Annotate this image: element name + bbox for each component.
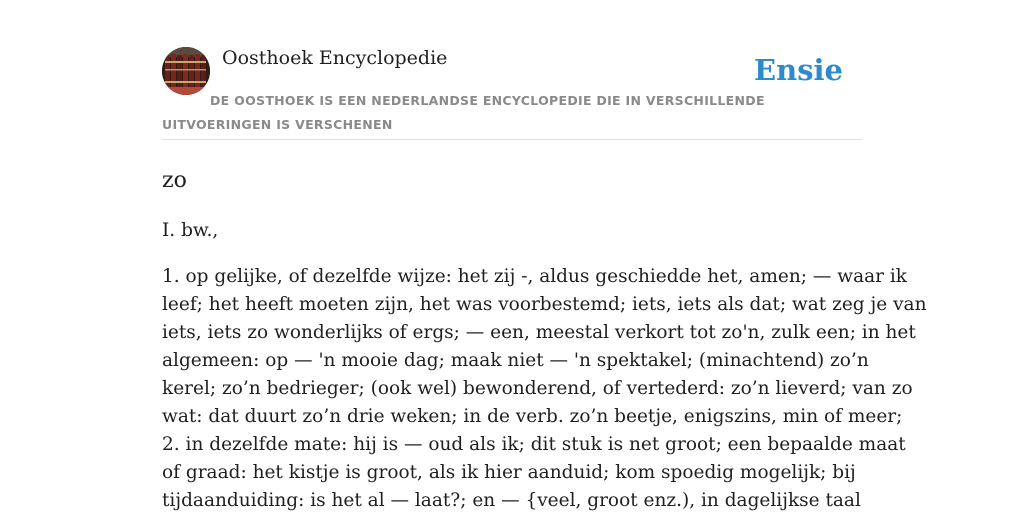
ensie-brand-logo[interactable]: Ensie (754, 53, 843, 87)
entry-line: kerel; zo’n bedrieger; (ook wel) bewonderend, of vertederd: zo’n lieverd; van zo (162, 378, 913, 399)
site-title-link[interactable]: Oosthoek Encyclopedie (222, 47, 448, 69)
entry-line: iets, iets zo wonderlijks of ergs; — een, meestal verkort tot zo'n, zulk een; in het (162, 322, 916, 343)
entry-subtitle: I. bw., (162, 220, 219, 241)
site-header (162, 46, 862, 140)
entry-line: of graad: het kistje is groot, als ik hier aanduid; kom spoedig mogelijk; bij (162, 462, 856, 483)
entry-line: algemeen: op — 'n mooie dag; maak niet — 'n spektakel; (minachtend) zo’n (162, 350, 869, 371)
encyclopedia-books-icon (162, 47, 210, 95)
content-container (162, 46, 927, 511)
entry-line: leef; het heeft moeten zijn, het was voorbestemd; iets, iets als dat; wat zeg je van (162, 294, 927, 315)
site-avatar[interactable] (162, 47, 210, 95)
entry-line: 2. in dezelfde mate: hij is — oud als ik; dit stuk is net groot; een bepaalde maat (162, 434, 906, 455)
entry-line: tijdaanduiding: is het al — laat?; en — {veel, groot enz.), in dagelijkse taal (162, 490, 861, 511)
entry-line: 1. op gelijke, of dezelfde wijze: het zij -, aldus geschiedde het, amen; — waar ik (162, 266, 907, 287)
entry-title: zo (162, 168, 187, 193)
entry-line: wat: dat duurt zo’n drie weken; in de verb. zo’n beetje, enigszins, min of meer; (162, 406, 903, 427)
site-tagline: DE OOSTHOEK IS EEN NEDERLANDSE ENCYCLOPEDIE DIE IN VERSCHILLENDE UITVOERINGEN IS VERSCHENEN (162, 93, 765, 132)
entry-body (162, 263, 927, 512)
